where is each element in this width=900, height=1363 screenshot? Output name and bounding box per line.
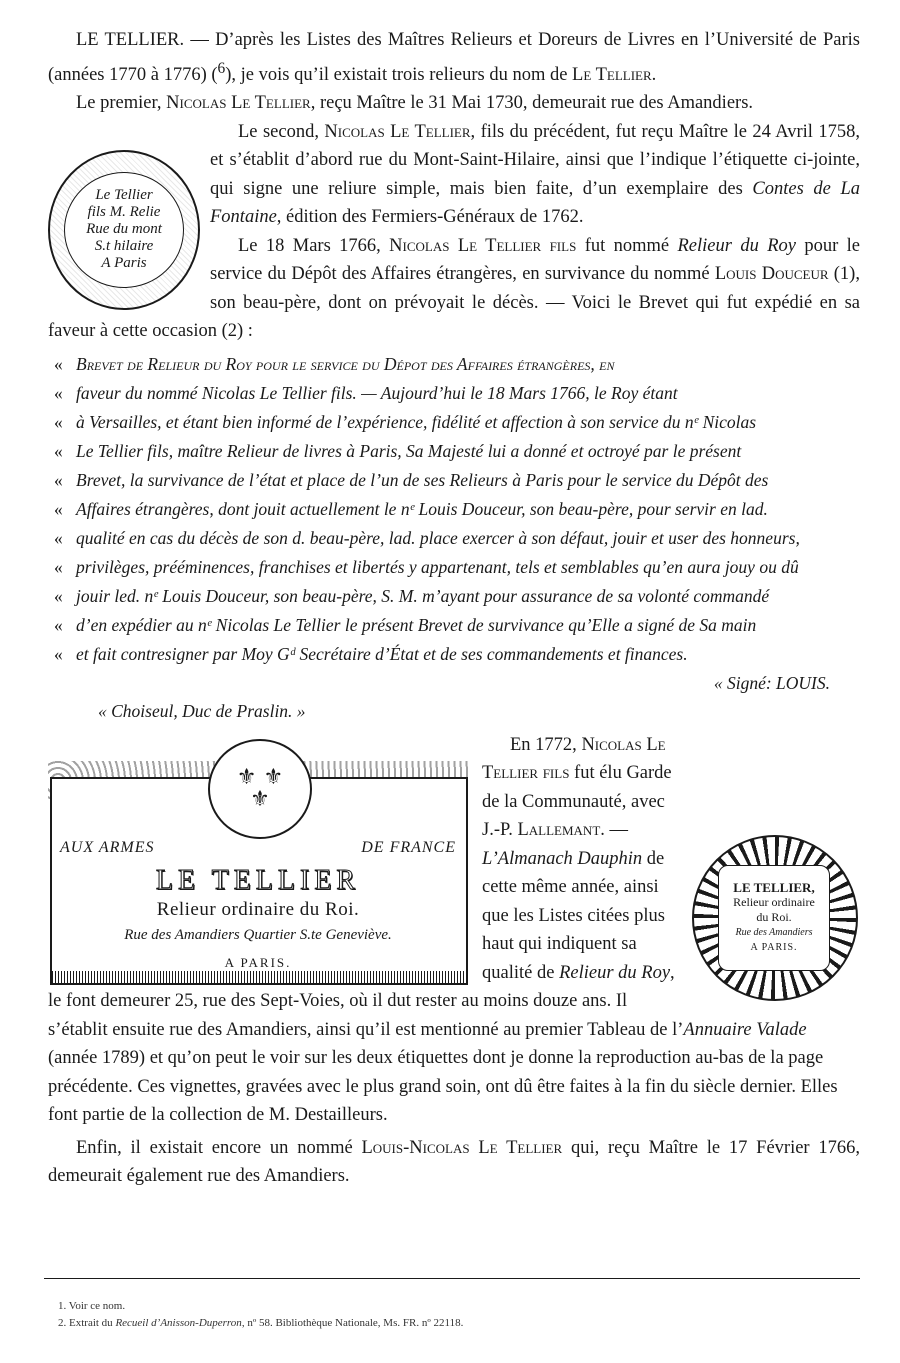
rect-label-figure: [48, 735, 468, 985]
round-label-text: LE TELLIER, Relieur ordinaire du Roi. Rue des Amandiers A PARIS.: [718, 865, 830, 971]
oval-binder-label: [48, 150, 200, 310]
fleur-de-lis-icon: ⚜ ⚜ ⚜: [236, 764, 284, 812]
paragraph-third-binder: Enfin, il existait encore un nommé Louis-Nicolas Le Tellier qui, reçu Maître le 17 Février 1766, demeurait également rue des Amandiers.: [48, 1137, 861, 1187]
paragraph-garde: En 1772, Nicolas Le Tellier fils fut élu Garde de la Communauté, avec J.-P. Lallemant. — L’Almanach Dauphin de cette même année, ainsi que les Listes citées plus haut qui indiquent sa qualité de Relieur du Roy, le font demeurer 25, rue des Sept-Voies, où il dut rester au moins douze ans. Il s’établit ensuite rue des Amandiers, ainsi qu’il est mentionné au premier Tableau de l’Annuaire Valade (année 1789) et qu’on peut le voir sur les deux étiquettes dont je donne la reproduction au-bas de la page précédente. Ces vignettes, gravées avec le plus grand soin, ont dû être faites à la fin du siècle dernier. Elles font partie de la collection de M. Destailleurs.: [48, 734, 838, 1126]
rect-label-street: Rue des Amandiers Quartier S.te Geneviève.: [124, 926, 392, 943]
brevet-quote: [48, 350, 860, 669]
entry-name: LE TELLIER.: [76, 30, 185, 50]
quote-line: « d’en expédier au nᵉ Nicolas Le Tellier le présent Brevet de survivance qu’Elle a signé de Sa main: [54, 614, 757, 635]
oval-label-text: Le Tellier fils M. Relie Rue du mont S.t hilaire A Paris: [64, 172, 184, 288]
countersignature-line: « Choiseul, Duc de Praslin. »: [98, 700, 306, 721]
quote-line: « Affaires étrangères, dont jouit actuellement le nᵉ Louis Douceur, son beau-père, pour servir en lad.: [54, 498, 768, 519]
arms-caption: AUX ARMES DE FRANCE: [60, 838, 456, 856]
quote-line: « Le Tellier fils, maître Relieur de livres à Paris, Sa Majesté lui a donné et octroyé par le présent: [54, 440, 742, 461]
signature-line: « Signé: LOUIS.: [713, 672, 830, 693]
footnote-1: 1. Voir ce nom.: [58, 1300, 126, 1312]
footnote-2: 2. Extrait du Recueil d’Anisson-Duperron, nº 58. Bibliothèque Nationale, Ms. FR. nº 22118.: [58, 1317, 464, 1329]
paragraph-appointment: Le 18 Mars 1766, Nicolas Le Tellier fils fut nommé Relieur du Roy pour le service du Dépôt des Affaires étrangères, en survivance du nommé Louis Douceur (1), son beau-père, dont on prévoyait le décès. — Voici le Brevet qui fut expédié en sa faveur à cette occasion (2) :: [48, 235, 860, 342]
oval-label-figure: [48, 148, 200, 310]
round-label-figure: [692, 835, 858, 1001]
quote-line: « Brevet de Relieur du Roy pour le service du Dépot des Affaires étrangères, en: [54, 353, 615, 374]
rect-binder-label: [48, 739, 468, 985]
paragraph-intro: LE TELLIER. — D’après les Listes des Maîtres Relieurs et Doreurs de Livres en l’Université de Paris (années 1770 à 1776) ($^6$), je vois qu’il existait trois relieurs du nom de Le Tellier.: [48, 30, 860, 85]
quote-line: « privilèges, prééminences, franchises et libertés y appartenant, tels et semblables qu’en aura jouy ou dû: [54, 556, 799, 577]
paragraph-second-binder: Le second, Nicolas Le Tellier, fils du précédent, fut reçu Maître le 24 Avril 1758, et s’établit d’abord rue du Mont-Saint-Hilaire, ainsi que l’indique l’étiquette ci-jointe, qui signe une reliure simple, mais bien faite, d’un exemplaire des Contes de La Fontaine, édition des Fermiers-Généraux de 1762.: [210, 121, 861, 228]
quote-line: « faveur du nommé Nicolas Le Tellier fils. — Aujourd’hui le 18 Mars 1766, le Roy étant: [54, 382, 678, 403]
page-body: [48, 26, 860, 1191]
quote-line: « qualité en cas du décès de son d. beau-père, lad. place exercer à son défaut, jouir et user des honneurs,: [54, 527, 800, 548]
paragraph-first-binder: Le premier, Nicolas Le Tellier, reçu Maître le 31 Mai 1730, demeurait rue des Amandiers.: [76, 93, 754, 114]
quote-line: « Brevet, la survivance de l’état et place de l’un de ses Relieurs à Paris pour le service du Dépôt des: [54, 469, 769, 490]
round-binder-label: [692, 835, 858, 1001]
rect-label-name: LE TELLIER: [155, 864, 361, 896]
quote-line: « à Versailles, et étant bien informé de l’expérience, fidélité et affection à son service du nᵉ Nicolas: [54, 411, 757, 432]
quote-line: « et fait contresigner par Moy Gᵈ Secrétaire d’État et de ses commandements et finances.: [54, 643, 688, 664]
footnote-divider: [44, 1278, 860, 1279]
quote-line: « jouir led. nᵉ Louis Douceur, son beau-père, S. M. m’ayant pour assurance de sa volonté commandé: [54, 585, 770, 606]
rect-label-subtitle: Relieur ordinaire du Roi.: [156, 898, 360, 920]
fleur-de-lis-medallion: [208, 739, 312, 839]
footnotes: [58, 1298, 858, 1332]
rect-label-city: A PARIS.: [224, 954, 292, 970]
